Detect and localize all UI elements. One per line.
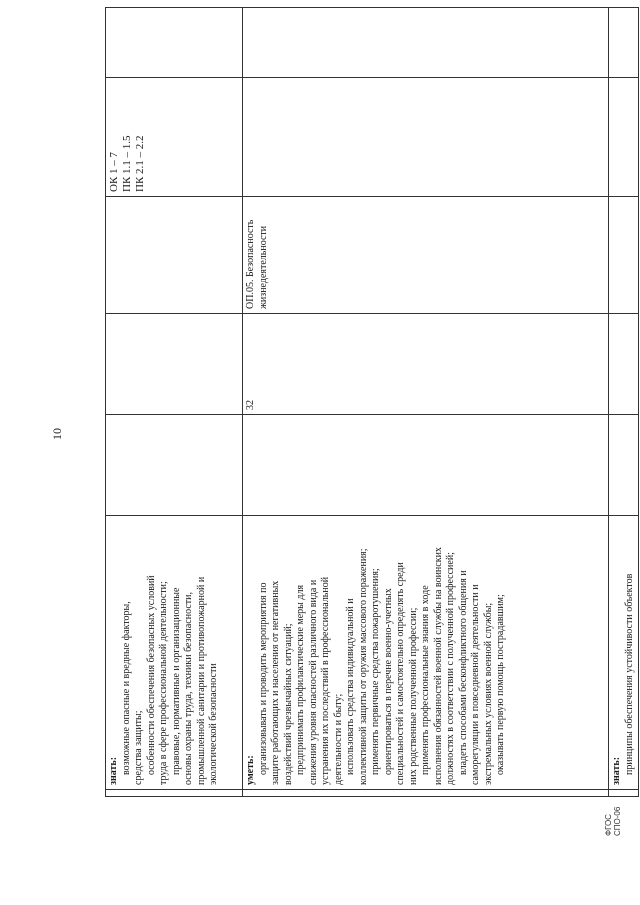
table-row [243, 8, 609, 797]
text-line: саморегуляции в повседневной деятельности и [470, 584, 481, 785]
text-line: деятельности и быту; [332, 693, 344, 785]
table-cell [609, 78, 639, 197]
text-line: применять профессиональные знания в ходе [420, 585, 431, 775]
text-line: организовывать и проводить мероприятия по [257, 582, 269, 775]
table-cell [609, 197, 639, 314]
text-line: правовые, нормативные и организационные [170, 587, 182, 775]
table-cell [609, 415, 639, 516]
text-line: применять первичные средства пожаротушения; [370, 568, 381, 775]
competencies-cell [106, 78, 243, 197]
skills-label: уметь: [245, 755, 256, 785]
text-line: воздействий чрезвычайных ситуаций; [282, 623, 294, 785]
text-line: труда в сфере профессиональной деятельности; [158, 581, 169, 785]
discipline-name: ОП.05. Безопасность жизнедеятельности [245, 219, 269, 309]
page-number: 10 [50, 428, 64, 440]
competency-table [105, 34, 635, 797]
text-line: специальностей и самостоятельно определять среди [395, 562, 406, 785]
text-line: экстремальных условиях военной службы; [482, 602, 494, 785]
text-line: ориентироваться в перечне военно-учетных [382, 588, 394, 775]
text-line: должностях в соответствии с полученной профессией; [445, 552, 456, 785]
table-cell [609, 790, 639, 797]
table-cell [243, 790, 609, 797]
competency-code: ПК 1.1 – 1.5 [121, 135, 133, 192]
text-line: возможные опасные и вредные факторы, [120, 601, 132, 775]
table-cell [609, 314, 639, 415]
text-line: защите работающих и населения от негативных [270, 580, 281, 785]
table-cell [243, 415, 609, 516]
table-cell [106, 314, 243, 415]
table-cell [106, 790, 243, 797]
footer-mark: ФГОС СПО-06 [604, 806, 622, 836]
text-line: основы охраны труда, техники безопасности, [183, 592, 194, 785]
competency-code: ПК 2.1 – 2.2 [134, 135, 146, 192]
text-line: принципы обеспечения устойчивости объектов [623, 573, 635, 775]
table-row [106, 8, 243, 797]
knowledge-cell [609, 516, 639, 790]
hours-value: 32 [245, 400, 256, 410]
table-cell [243, 8, 609, 78]
text-line: устранения их последствий в профессиональной [320, 576, 331, 785]
skills-cell [243, 516, 609, 790]
table-cell [609, 8, 639, 78]
text-line: особенности обеспечения безопасных условий [145, 575, 157, 775]
text-line: оказывать первую помощь пострадавшим; [495, 594, 506, 775]
table-cell [106, 197, 243, 314]
table-cell [106, 415, 243, 516]
text-line: предпринимать профилактические меры для [295, 584, 306, 775]
table-cell [106, 8, 243, 78]
text-line: владеть способами бесконфликтного общения и [457, 570, 469, 775]
text-line: снижения уровня опасностей различного вида и [307, 579, 319, 785]
text-line: них родственные полученной профессии; [407, 607, 419, 785]
text-line: коллективной защиты от оружия массового поражения; [357, 548, 369, 785]
text-line: экологической безопасности [208, 663, 219, 785]
knowledge-label: знать: [108, 756, 119, 785]
text-line: использовать средства индивидуальной и [345, 598, 356, 775]
table-row [609, 8, 639, 797]
text-line: средства защиты; [133, 710, 144, 785]
hours-cell [243, 314, 609, 415]
knowledge-cell [106, 516, 243, 790]
table-cell [243, 78, 609, 197]
competency-code: ОК 1 – 7 [108, 151, 120, 192]
text-line: исполнения обязанностей военной службы на воинских [432, 547, 444, 785]
discipline-cell [243, 197, 609, 314]
text-line: промышленной санитарии и противопожарной и [195, 576, 207, 785]
knowledge-label: знать: [611, 756, 622, 785]
